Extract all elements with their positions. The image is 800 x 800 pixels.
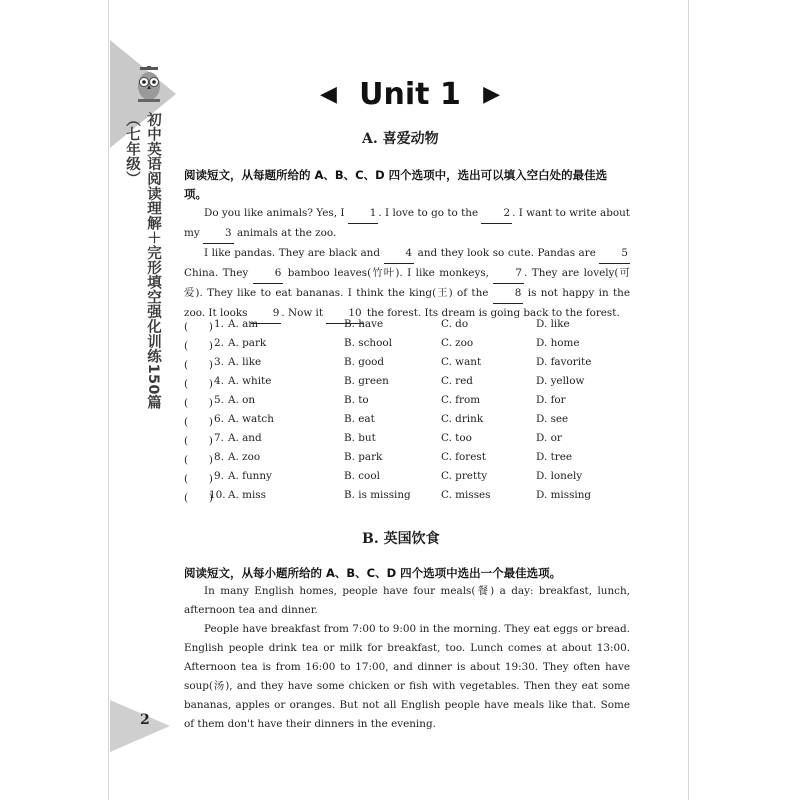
option-a: A. am [228,318,259,330]
page-right-edge [688,0,689,800]
page-number: 2 [140,712,150,728]
section-a-instruction: 阅读短文，从每题所给的 A、B、C、D 四个选项中，选出可以填入空白处的最佳选项。 [184,168,608,201]
section-b-instruction: 阅读短文，从每小题所给的 A、B、C、D 四个选项中选出一个最佳选项。 [184,566,562,580]
blank-1: 1 [348,204,379,224]
passage-text: bamboo leaves(竹叶). I like monkeys, [283,267,494,279]
answer-bracket[interactable]: ( ) [184,473,213,485]
unit-title-text: Unit 1 [359,76,461,112]
option-b: B. eat [344,413,375,425]
question-number: 1. [214,318,224,330]
option-a: A. white [228,375,272,387]
right-triangle-icon: ▶ [483,81,500,107]
option-row [184,356,624,375]
book-series-title: 初中英语阅读理解＋完形填空强化训练150篇（七年级） [124,112,161,410]
passage-paragraph: People have breakfast from 7:00 to 9:00 in the morning. They eat eggs or bread. English people drink tea or milk for breakfast, too. Lunch comes at about 13:00. Afternoon tea is from 16:00 to 17:00, and dinner is about 19:30. They often have soup(汤), and they have some chicken or fish with vegetables. Then they eat some bananas, apples or oranges. But not all English people have meals like that. Some of them don't have their dinners in the evening. [184,623,630,730]
option-c: C. forest [441,451,486,463]
passage-paragraph [184,204,630,244]
option-row [184,375,624,394]
question-number: 10. [209,489,226,501]
option-c: C. misses [441,489,491,501]
option-b: B. park [344,451,383,463]
answer-bracket[interactable]: ( ) [184,340,213,352]
option-d: D. or [536,432,562,444]
option-row [184,394,624,413]
section-b-heading: B. 英国饮食 [362,531,440,547]
option-d: D. lonely [536,470,583,482]
answer-bracket[interactable]: ( ) [184,435,213,447]
question-number: 6. [214,413,224,425]
page-left-edge [108,0,109,800]
blank-6: 6 [253,264,284,284]
blank-10: 10 [326,304,363,324]
option-d: D. missing [536,489,592,501]
blank-5: 5 [599,244,630,264]
passage-text: Do you like animals? Yes, I [204,207,348,219]
option-b: B. to [344,394,369,406]
option-c: C. want [441,356,482,368]
blank-7: 7 [493,264,524,284]
option-c: C. do [441,318,469,330]
option-a: A. on [228,394,256,406]
option-c: C. zoo [441,337,474,349]
blank-4: 4 [384,244,415,264]
question-number: 8. [214,451,224,463]
blank-3: 3 [203,224,234,244]
option-d: D. see [536,413,569,425]
option-b: B. school [344,337,392,349]
answer-bracket[interactable]: ( ) [184,321,213,333]
option-a: A. like [228,356,262,368]
question-number: 5. [214,394,224,406]
blank-8: 8 [493,284,524,304]
option-d: D. like [536,318,570,330]
section-b-passage [184,582,630,734]
answer-bracket[interactable]: ( ) [184,416,213,428]
answer-bracket[interactable]: ( ) [184,378,213,390]
option-row [184,451,624,470]
passage-text: China. They [184,267,253,279]
option-b: B. but [344,432,376,444]
option-a: A. park [228,337,267,349]
option-row [184,318,624,337]
option-d: D. yellow [536,375,585,387]
passage-paragraph: In many English homes, people have four meals(餐) a day: breakfast, lunch, afternoon tea and dinner. [184,585,630,616]
unit-title [320,70,500,118]
option-b: B. have [344,318,384,330]
passage-text: and they look so cute. Pandas are [414,247,600,259]
passage-text: animals at the zoo. [233,227,337,239]
option-a: A. watch [228,413,274,425]
passage-paragraph [184,244,630,324]
blank-9: 9 [251,304,282,324]
option-b: B. cool [344,470,380,482]
option-a: A. funny [228,470,272,482]
option-b: B. good [344,356,385,368]
section-a-heading: A. 喜爱动物 [362,131,439,147]
option-row [184,337,624,356]
passage-text: . They are lovely(可爱). They like to eat bananas. I think the king(王) of the [184,267,630,299]
answer-bracket[interactable]: ( ) [184,492,213,504]
option-row [184,470,624,489]
option-row [184,489,624,508]
passage-text: . I love to go to the [378,207,482,219]
blank-2: 2 [481,204,512,224]
option-row [184,413,624,432]
passage-text: is not happy in the zoo. It looks [184,287,631,319]
option-b: B. green [344,375,389,387]
option-d: D. tree [536,451,573,463]
question-number: 7. [214,432,224,444]
question-number: 9. [214,470,224,482]
option-c: C. drink [441,413,484,425]
option-a: A. zoo [228,451,261,463]
answer-bracket[interactable]: ( ) [184,397,213,409]
left-triangle-icon: ◀ [320,81,337,107]
passage-text: . Now it [281,307,327,319]
passage-text: the forest. Its dream is going back to the forest. [363,307,620,319]
option-d: D. for [536,394,566,406]
answer-bracket[interactable]: ( ) [184,359,213,371]
option-a: A. and [228,432,262,444]
passage-text: I like pandas. They are black and [204,247,384,259]
options-list [184,318,624,508]
answer-bracket[interactable]: ( ) [184,454,213,466]
option-row [184,432,624,451]
passage-text: . I want to write about my [184,207,630,239]
option-d: D. home [536,337,580,349]
question-number: 2. [214,337,224,349]
question-number: 4. [214,375,224,387]
owl-icon [134,66,164,104]
option-a: A. miss [228,489,266,501]
option-c: C. from [441,394,481,406]
option-c: C. too [441,432,472,444]
section-a-passage [184,204,630,324]
option-c: C. pretty [441,470,488,482]
option-b: B. is missing [344,489,411,501]
option-c: C. red [441,375,473,387]
option-d: D. favorite [536,356,592,368]
question-number: 3. [214,356,224,368]
